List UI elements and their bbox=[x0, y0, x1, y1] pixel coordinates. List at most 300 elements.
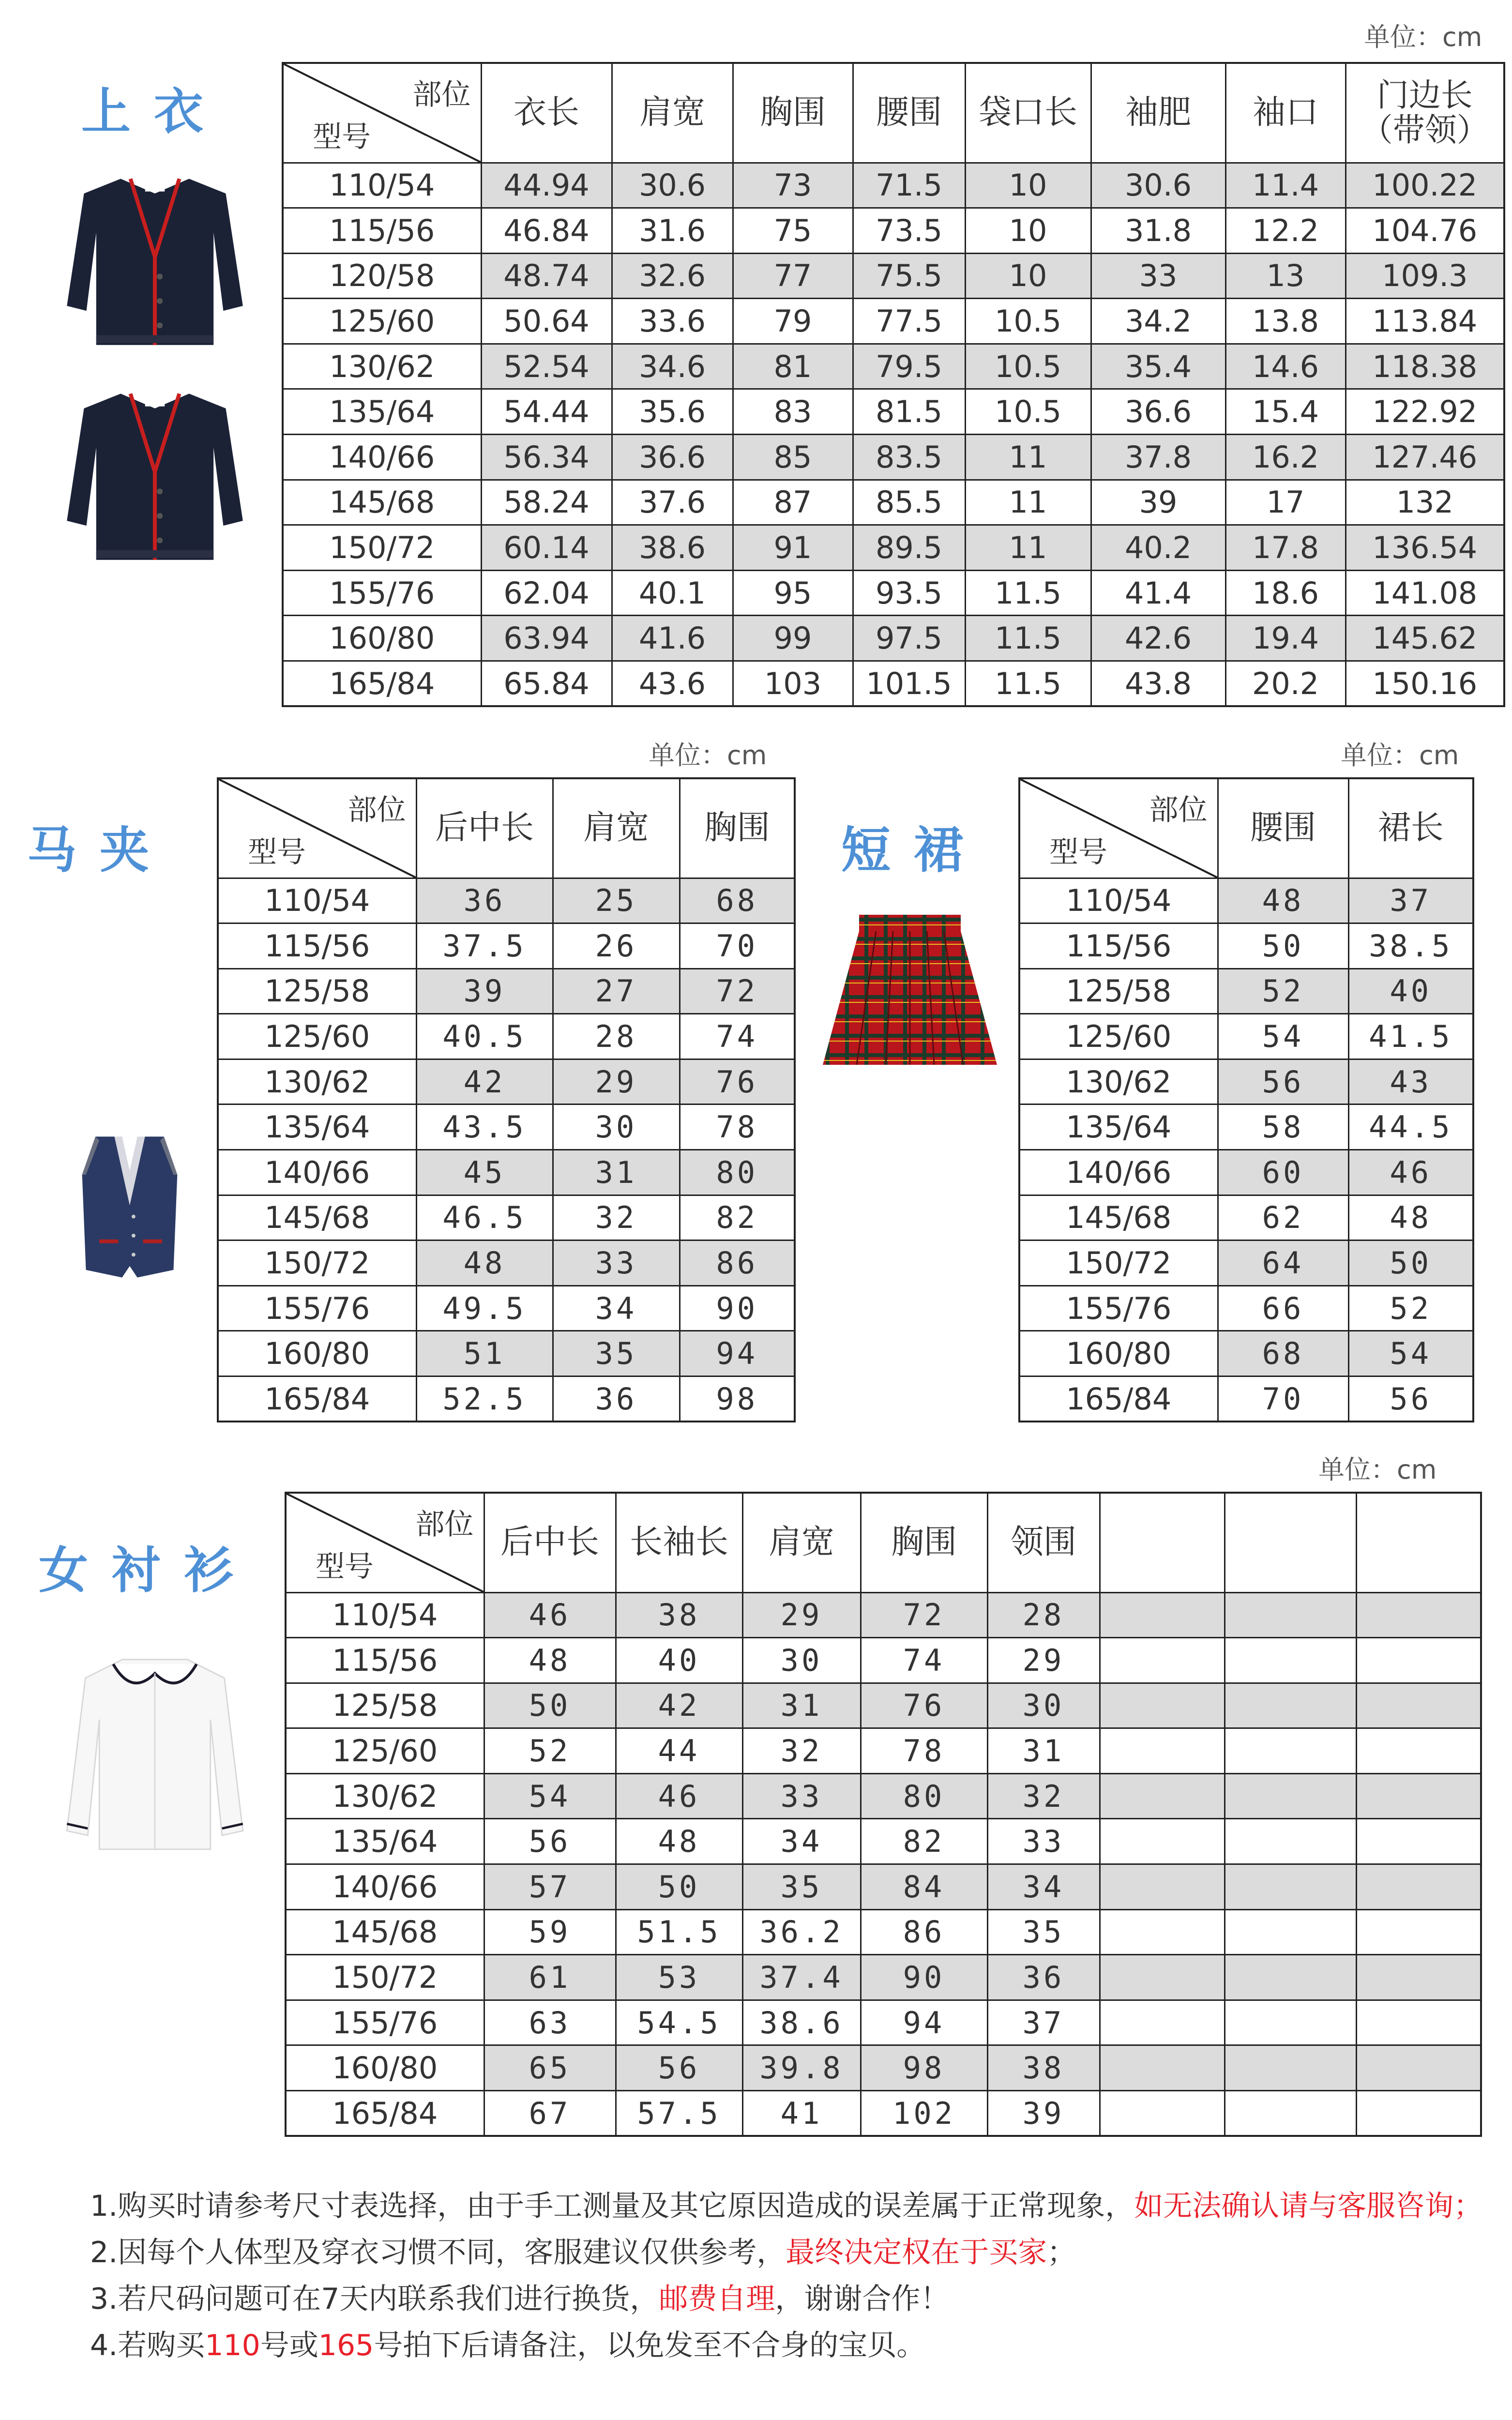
corner-part-label: 部位 bbox=[415, 1508, 474, 1542]
table-cell: 52 bbox=[1218, 968, 1348, 1014]
table-row bbox=[1019, 968, 1473, 1014]
table-cell bbox=[1225, 1819, 1356, 1864]
size-cell: 125/60 bbox=[283, 299, 481, 344]
col-header bbox=[1100, 1493, 1225, 1592]
note-highlight: 邮费自理 bbox=[659, 2282, 775, 2316]
size-cell: 110/54 bbox=[286, 1592, 484, 1638]
table-cell: 66 bbox=[1218, 1286, 1348, 1331]
size-cell: 165/84 bbox=[1019, 1376, 1218, 1422]
table-row bbox=[218, 1104, 795, 1150]
table-cell: 83 bbox=[733, 389, 853, 435]
size-cell: 125/58 bbox=[1019, 968, 1218, 1014]
table-cell: 15.4 bbox=[1225, 389, 1346, 435]
table-cell: 54 bbox=[1218, 1014, 1348, 1059]
table-cell: 36 bbox=[987, 1955, 1100, 2000]
table-row bbox=[283, 344, 1504, 389]
table-cell: 86 bbox=[861, 1909, 987, 1955]
table-row bbox=[286, 2045, 1481, 2091]
table-cell: 50 bbox=[1218, 923, 1348, 969]
table-cell: 60.14 bbox=[481, 525, 612, 571]
table-cell: 32.6 bbox=[612, 253, 733, 299]
table-cell: 35.4 bbox=[1091, 344, 1225, 389]
table-cell: 94 bbox=[861, 2000, 987, 2045]
vest-title: 马夹 bbox=[27, 822, 172, 879]
table-cell: 94 bbox=[680, 1331, 795, 1376]
table-row bbox=[1019, 1059, 1473, 1104]
table-cell: 46.84 bbox=[481, 208, 612, 254]
table-cell: 36 bbox=[416, 878, 553, 923]
table-cell bbox=[1356, 1773, 1481, 1819]
table-cell bbox=[1100, 1773, 1225, 1819]
table-cell: 46.5 bbox=[416, 1195, 553, 1240]
note-line bbox=[90, 2322, 1482, 2369]
size-cell: 125/60 bbox=[286, 1728, 484, 1774]
table-cell bbox=[1225, 2091, 1356, 2136]
col-header: 衣长 bbox=[481, 63, 612, 163]
table-cell bbox=[1356, 1909, 1481, 1955]
table-cell bbox=[1356, 2000, 1481, 2045]
table-cell: 90 bbox=[680, 1286, 795, 1331]
table-cell: 41.4 bbox=[1091, 570, 1225, 616]
table-cell: 40.5 bbox=[416, 1014, 553, 1059]
size-cell: 125/60 bbox=[218, 1014, 416, 1059]
table-cell: 44.5 bbox=[1348, 1104, 1473, 1150]
table-cell: 76 bbox=[680, 1059, 795, 1104]
table-cell: 10.5 bbox=[965, 344, 1091, 389]
table-cell bbox=[1100, 2045, 1225, 2091]
table-cell: 33 bbox=[1091, 253, 1225, 299]
col-header: 袖口 bbox=[1225, 63, 1346, 163]
table-row bbox=[286, 1728, 1481, 1774]
table-cell bbox=[1225, 1592, 1356, 1638]
table-cell: 34.2 bbox=[1091, 299, 1225, 344]
corner-size-label: 型号 bbox=[248, 835, 306, 869]
table-cell: 11 bbox=[965, 435, 1091, 480]
size-cell: 160/80 bbox=[218, 1331, 416, 1376]
table-cell bbox=[1225, 1683, 1356, 1728]
table-cell: 70 bbox=[680, 923, 795, 969]
size-cell: 135/64 bbox=[218, 1104, 416, 1150]
col-header: 袋口长 bbox=[965, 63, 1091, 163]
table-cell: 32 bbox=[553, 1195, 680, 1240]
table-row bbox=[1019, 1331, 1473, 1376]
table-cell: 98 bbox=[861, 2045, 987, 2091]
table-row bbox=[283, 570, 1504, 616]
tops-corner-cell bbox=[283, 63, 481, 163]
table-cell: 50.64 bbox=[481, 299, 612, 344]
table-cell: 40 bbox=[1348, 968, 1473, 1014]
note-text: ，谢谢合作！ bbox=[775, 2282, 950, 2316]
col-header: 长袖长 bbox=[616, 1493, 742, 1592]
corner-part-label: 部位 bbox=[348, 793, 406, 827]
table-cell: 11.5 bbox=[965, 661, 1091, 707]
table-cell: 10.5 bbox=[965, 389, 1091, 435]
table-row bbox=[283, 480, 1504, 525]
table-cell: 30 bbox=[742, 1638, 861, 1683]
col-header: 后中长 bbox=[416, 778, 553, 878]
note-text: 号拍下后请备注，以免发至不合身的宝贝。 bbox=[374, 2329, 926, 2362]
blouse-size-table bbox=[285, 1492, 1482, 2137]
col-header: 腰围 bbox=[853, 63, 965, 163]
corner-size-label: 型号 bbox=[1049, 835, 1107, 869]
size-cell: 115/56 bbox=[286, 1638, 484, 1683]
table-cell: 82 bbox=[680, 1195, 795, 1240]
blouse-unit: 单位：cm bbox=[1318, 1454, 1437, 1485]
corner-part-label: 部位 bbox=[412, 78, 471, 112]
table-row bbox=[286, 1592, 1481, 1638]
table-cell: 30 bbox=[553, 1104, 680, 1150]
table-cell: 60 bbox=[1218, 1150, 1348, 1195]
table-row bbox=[1019, 923, 1473, 969]
table-cell: 63.94 bbox=[481, 616, 612, 661]
size-cell: 140/66 bbox=[218, 1150, 416, 1195]
table-cell: 51 bbox=[416, 1331, 553, 1376]
table-cell: 102 bbox=[861, 2091, 987, 2136]
note-text: 1.购买时请参考尺寸表选择，由于手工测量及其它原因造成的误差属于正常现象， bbox=[90, 2189, 1134, 2223]
size-cell: 155/76 bbox=[286, 2000, 484, 2045]
size-cell: 115/56 bbox=[283, 208, 481, 254]
vest-corner-cell bbox=[218, 778, 416, 878]
table-cell: 73 bbox=[733, 163, 853, 208]
size-cell: 110/54 bbox=[218, 878, 416, 923]
table-cell: 29 bbox=[742, 1592, 861, 1638]
size-cell: 155/76 bbox=[1019, 1286, 1218, 1331]
table-cell: 97.5 bbox=[853, 616, 965, 661]
table-cell: 80 bbox=[680, 1150, 795, 1195]
table-cell: 11 bbox=[965, 480, 1091, 525]
table-cell: 56.34 bbox=[481, 435, 612, 480]
table-cell bbox=[1100, 2000, 1225, 2045]
table-cell: 32 bbox=[987, 1773, 1100, 1819]
table-cell: 37.6 bbox=[612, 480, 733, 525]
vest-unit: 单位：cm bbox=[649, 740, 767, 771]
table-cell: 53 bbox=[616, 1955, 742, 2000]
size-cell: 130/62 bbox=[218, 1059, 416, 1104]
size-cell: 155/76 bbox=[283, 570, 481, 616]
col-header: 肩宽 bbox=[612, 63, 733, 163]
table-cell: 41.6 bbox=[612, 616, 733, 661]
table-cell: 42 bbox=[616, 1683, 742, 1728]
table-cell: 145.62 bbox=[1346, 616, 1504, 661]
table-row bbox=[286, 2000, 1481, 2045]
table-cell: 43.6 bbox=[612, 661, 733, 707]
table-row bbox=[286, 1819, 1481, 1864]
skirt-unit: 单位：cm bbox=[1341, 740, 1459, 771]
size-cell: 140/66 bbox=[283, 435, 481, 480]
table-cell: 100.22 bbox=[1346, 163, 1504, 208]
table-cell: 113.84 bbox=[1346, 299, 1504, 344]
table-row bbox=[218, 1286, 795, 1331]
note-highlight: 165 bbox=[318, 2329, 374, 2362]
table-row bbox=[286, 1955, 1481, 2000]
table-cell bbox=[1356, 1819, 1481, 1864]
table-cell: 18.6 bbox=[1225, 570, 1346, 616]
table-cell: 13.8 bbox=[1225, 299, 1346, 344]
table-cell bbox=[1356, 1638, 1481, 1683]
table-cell: 34 bbox=[987, 1864, 1100, 1910]
table-cell: 40.2 bbox=[1091, 525, 1225, 571]
blouse-corner-cell bbox=[286, 1493, 484, 1592]
table-row bbox=[283, 208, 1504, 254]
table-cell: 40.1 bbox=[612, 570, 733, 616]
size-cell: 150/72 bbox=[286, 1955, 484, 2000]
table-cell: 35.6 bbox=[612, 389, 733, 435]
vest-size-table bbox=[217, 777, 796, 1422]
table-cell: 43.8 bbox=[1091, 661, 1225, 707]
size-cell: 160/80 bbox=[1019, 1331, 1218, 1376]
table-cell: 78 bbox=[861, 1728, 987, 1774]
table-row bbox=[283, 435, 1504, 480]
table-cell: 33.6 bbox=[612, 299, 733, 344]
table-cell: 38.5 bbox=[1348, 923, 1473, 969]
note-text: 3.若尺码问题可在7天内联系我们进行换货， bbox=[90, 2282, 659, 2316]
table-cell: 38.6 bbox=[612, 525, 733, 571]
table-cell: 32 bbox=[742, 1728, 861, 1774]
table-cell: 78 bbox=[680, 1104, 795, 1150]
table-cell: 39 bbox=[987, 2091, 1100, 2136]
table-cell: 104.76 bbox=[1346, 208, 1504, 254]
table-cell: 80 bbox=[861, 1773, 987, 1819]
note-highlight: 如无法确认请与客服咨询； bbox=[1134, 2189, 1483, 2223]
table-cell: 136.54 bbox=[1346, 525, 1504, 571]
table-cell: 56 bbox=[1348, 1376, 1473, 1422]
table-cell: 62 bbox=[1218, 1195, 1348, 1240]
size-cell: 110/54 bbox=[283, 163, 481, 208]
table-cell: 71.5 bbox=[853, 163, 965, 208]
table-cell: 81 bbox=[733, 344, 853, 389]
cardigan-image bbox=[57, 158, 253, 356]
table-cell: 43 bbox=[1348, 1059, 1473, 1104]
table-cell: 46 bbox=[1348, 1150, 1473, 1195]
col-header: 肩宽 bbox=[553, 778, 680, 878]
table-cell: 39.8 bbox=[742, 2045, 861, 2091]
table-cell bbox=[1100, 1683, 1225, 1728]
table-cell: 74 bbox=[680, 1014, 795, 1059]
table-cell: 54 bbox=[484, 1773, 616, 1819]
table-cell bbox=[1225, 1909, 1356, 1955]
table-cell: 46 bbox=[484, 1592, 616, 1638]
table-cell bbox=[1225, 2045, 1356, 2091]
table-cell: 50 bbox=[616, 1864, 742, 1910]
table-cell: 50 bbox=[1348, 1240, 1473, 1286]
table-cell: 50 bbox=[484, 1683, 616, 1728]
size-cell: 125/58 bbox=[286, 1683, 484, 1728]
table-cell: 35 bbox=[987, 1909, 1100, 1955]
corner-size-label: 型号 bbox=[313, 120, 371, 154]
table-cell: 51.5 bbox=[616, 1909, 742, 1955]
table-cell: 56 bbox=[484, 1819, 616, 1864]
table-cell: 10 bbox=[965, 163, 1091, 208]
table-cell: 52.54 bbox=[481, 344, 612, 389]
table-cell: 150.16 bbox=[1346, 661, 1504, 707]
vest-image bbox=[73, 1108, 187, 1302]
table-cell: 56 bbox=[616, 2045, 742, 2091]
table-cell: 39 bbox=[416, 968, 553, 1014]
col-header: 袖肥 bbox=[1091, 63, 1225, 163]
table-cell: 85.5 bbox=[853, 480, 965, 525]
table-cell: 11.5 bbox=[965, 616, 1091, 661]
size-cell: 165/84 bbox=[286, 2091, 484, 2136]
table-cell: 73.5 bbox=[853, 208, 965, 254]
table-cell: 61 bbox=[484, 1955, 616, 2000]
table-row bbox=[283, 389, 1504, 435]
table-cell: 37 bbox=[987, 2000, 1100, 2045]
table-cell: 87 bbox=[733, 480, 853, 525]
table-cell: 40 bbox=[616, 1638, 742, 1683]
table-cell: 10 bbox=[965, 208, 1091, 254]
table-cell: 76 bbox=[861, 1683, 987, 1728]
table-row bbox=[283, 525, 1504, 571]
table-cell bbox=[1100, 1638, 1225, 1683]
table-cell: 81.5 bbox=[853, 389, 965, 435]
table-cell: 68 bbox=[1218, 1331, 1348, 1376]
table-cell: 127.46 bbox=[1346, 435, 1504, 480]
table-cell: 11.5 bbox=[965, 570, 1091, 616]
size-cell: 150/72 bbox=[218, 1240, 416, 1286]
table-row bbox=[1019, 878, 1473, 923]
table-cell: 44 bbox=[616, 1728, 742, 1774]
table-cell: 33 bbox=[987, 1819, 1100, 1864]
table-row bbox=[286, 1773, 1481, 1819]
size-cell: 150/72 bbox=[283, 525, 481, 571]
table-cell: 25 bbox=[553, 878, 680, 923]
table-cell bbox=[1225, 1638, 1356, 1683]
table-cell: 65 bbox=[484, 2045, 616, 2091]
table-row bbox=[286, 1683, 1481, 1728]
skirt-title: 短裙 bbox=[841, 822, 986, 879]
table-cell: 17 bbox=[1225, 480, 1346, 525]
table-cell: 58 bbox=[1218, 1104, 1348, 1150]
table-cell: 67 bbox=[484, 2091, 616, 2136]
table-cell: 36.6 bbox=[1091, 389, 1225, 435]
table-cell: 90 bbox=[861, 1955, 987, 2000]
col-header: 门边长（带领） bbox=[1346, 63, 1504, 163]
table-cell: 37 bbox=[1348, 878, 1473, 923]
corner-part-label: 部位 bbox=[1149, 793, 1208, 827]
table-cell: 72 bbox=[861, 1592, 987, 1638]
table-row bbox=[1019, 1014, 1473, 1059]
table-cell: 48 bbox=[616, 1819, 742, 1864]
table-row bbox=[218, 1059, 795, 1104]
size-cell: 165/84 bbox=[218, 1376, 416, 1422]
table-cell bbox=[1356, 2091, 1481, 2136]
table-cell: 52 bbox=[1348, 1286, 1473, 1331]
table-row bbox=[286, 1864, 1481, 1910]
size-cell: 160/80 bbox=[286, 2045, 484, 2091]
table-row bbox=[218, 1331, 795, 1376]
table-cell: 35 bbox=[553, 1331, 680, 1376]
table-cell: 85 bbox=[733, 435, 853, 480]
table-cell: 42 bbox=[416, 1059, 553, 1104]
table-cell: 52 bbox=[484, 1728, 616, 1774]
table-row bbox=[283, 616, 1504, 661]
table-cell: 43.5 bbox=[416, 1104, 553, 1150]
table-cell: 41 bbox=[742, 2091, 861, 2136]
table-cell: 31 bbox=[742, 1683, 861, 1728]
table-cell: 37.4 bbox=[742, 1955, 861, 2000]
table-cell: 93.5 bbox=[853, 570, 965, 616]
size-cell: 140/66 bbox=[1019, 1150, 1218, 1195]
table-cell: 86 bbox=[680, 1240, 795, 1286]
table-cell: 39 bbox=[1091, 480, 1225, 525]
table-cell: 75 bbox=[733, 208, 853, 254]
table-row bbox=[218, 1195, 795, 1240]
size-cell: 135/64 bbox=[1019, 1104, 1218, 1150]
col-header: 后中长 bbox=[484, 1493, 616, 1592]
tops-unit: 单位：cm bbox=[1364, 22, 1482, 52]
size-cell: 130/62 bbox=[286, 1773, 484, 1819]
table-cell: 11 bbox=[965, 525, 1091, 571]
size-cell: 145/68 bbox=[1019, 1195, 1218, 1240]
table-cell: 89.5 bbox=[853, 525, 965, 571]
table-cell: 37.8 bbox=[1091, 435, 1225, 480]
table-cell: 38.6 bbox=[742, 2000, 861, 2045]
table-cell bbox=[1225, 1864, 1356, 1910]
table-cell: 48 bbox=[1218, 878, 1348, 923]
table-cell: 42.6 bbox=[1091, 616, 1225, 661]
table-cell: 16.2 bbox=[1225, 435, 1346, 480]
table-cell bbox=[1100, 1955, 1225, 2000]
table-cell: 77 bbox=[733, 253, 853, 299]
table-row bbox=[218, 1014, 795, 1059]
size-cell: 115/56 bbox=[218, 923, 416, 969]
note-highlight: 最终决定权在于买家 bbox=[786, 2236, 1047, 2269]
table-cell: 33 bbox=[553, 1240, 680, 1286]
blouse-title: 女衬衫 bbox=[39, 1542, 257, 1600]
size-cell: 125/58 bbox=[218, 968, 416, 1014]
table-cell: 36.2 bbox=[742, 1909, 861, 1955]
table-cell: 37.5 bbox=[416, 923, 553, 969]
table-cell: 30 bbox=[987, 1683, 1100, 1728]
size-cell: 115/56 bbox=[1019, 923, 1218, 969]
table-cell: 10.5 bbox=[965, 299, 1091, 344]
table-cell: 52.5 bbox=[416, 1376, 553, 1422]
table-cell: 34.6 bbox=[612, 344, 733, 389]
table-row bbox=[218, 1240, 795, 1286]
table-cell: 98 bbox=[680, 1376, 795, 1422]
table-cell: 62.04 bbox=[481, 570, 612, 616]
table-cell: 54.44 bbox=[481, 389, 612, 435]
table-cell: 38 bbox=[987, 2045, 1100, 2091]
col-header: 领围 bbox=[987, 1493, 1100, 1592]
table-row bbox=[283, 299, 1504, 344]
table-cell: 14.6 bbox=[1225, 344, 1346, 389]
table-cell: 31.6 bbox=[612, 208, 733, 254]
table-cell: 34 bbox=[742, 1819, 861, 1864]
table-cell: 38 bbox=[616, 1592, 742, 1638]
table-cell bbox=[1100, 1864, 1225, 1910]
table-cell: 28 bbox=[987, 1592, 1100, 1638]
col-header bbox=[1225, 1493, 1356, 1592]
table-cell: 48 bbox=[484, 1638, 616, 1683]
table-cell: 57.5 bbox=[616, 2091, 742, 2136]
table-cell bbox=[1356, 1592, 1481, 1638]
skirt-corner-cell bbox=[1019, 778, 1218, 878]
table-row bbox=[286, 1638, 1481, 1683]
table-cell: 72 bbox=[680, 968, 795, 1014]
table-cell: 29 bbox=[987, 1638, 1100, 1683]
size-cell: 125/60 bbox=[1019, 1014, 1218, 1059]
size-cell: 145/68 bbox=[283, 480, 481, 525]
table-cell: 10 bbox=[965, 253, 1091, 299]
table-cell: 31 bbox=[987, 1728, 1100, 1774]
table-cell: 19.4 bbox=[1225, 616, 1346, 661]
table-row bbox=[218, 968, 795, 1014]
col-header: 肩宽 bbox=[742, 1493, 861, 1592]
table-cell bbox=[1225, 1728, 1356, 1774]
table-row bbox=[1019, 1376, 1473, 1422]
col-header: 胸围 bbox=[861, 1493, 987, 1592]
